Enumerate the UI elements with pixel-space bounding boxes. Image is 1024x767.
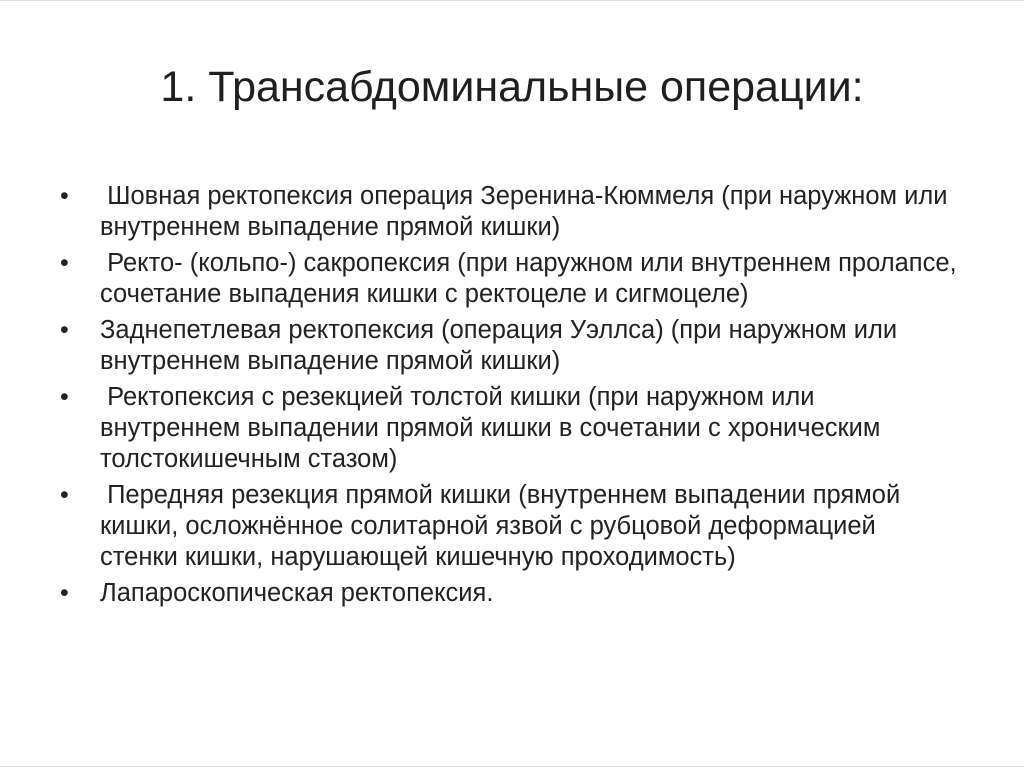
list-item-text: Лапароскопическая ректопексия. (100, 579, 494, 607)
list-item (60, 382, 960, 475)
list-item-text: Заднепетлевая ректопексия (операция Уэллса) (при наружном или внутреннем выпадение прямой кишки) (100, 316, 905, 375)
bullet-icon: • (60, 316, 69, 344)
list-item-text: Шовная ректопексия операция Зеренина-Кюммеля (при наружном или внутреннем выпадение прямой кишки) (100, 182, 955, 241)
list-item (60, 480, 960, 573)
list-item (60, 315, 960, 377)
list-item (60, 578, 960, 609)
bullet-icon: • (60, 383, 69, 411)
slide-title: 1. Трансабдоминальные операции: (160, 63, 864, 111)
list-item-text: Ректо- (кольпо-) сакропексия (при наружном или внутреннем пролапсе, сочетание выпадения кишки с ректоцеле и сигмоцеле) (100, 249, 964, 308)
bullet-icon: • (60, 182, 69, 210)
list-item-text: Передняя резекция прямой кишки (внутреннем выпадении прямой кишки, осложнённое солитарной язвой с рубцовой деформацией стенки кишки, нарушающей кишечную проходимость) (100, 481, 908, 571)
list-item (60, 181, 960, 243)
bullet-icon: • (60, 249, 69, 277)
bullet-icon: • (60, 481, 69, 509)
list-item (60, 248, 964, 310)
bullet-icon: • (60, 579, 69, 607)
bullet-list (60, 181, 964, 614)
list-item-text: Ректопексия с резекцией толстой кишки (при наружном или внутреннем выпадении прямой кишки в сочетании с хроническим толстокишечным стазом) (100, 383, 888, 473)
